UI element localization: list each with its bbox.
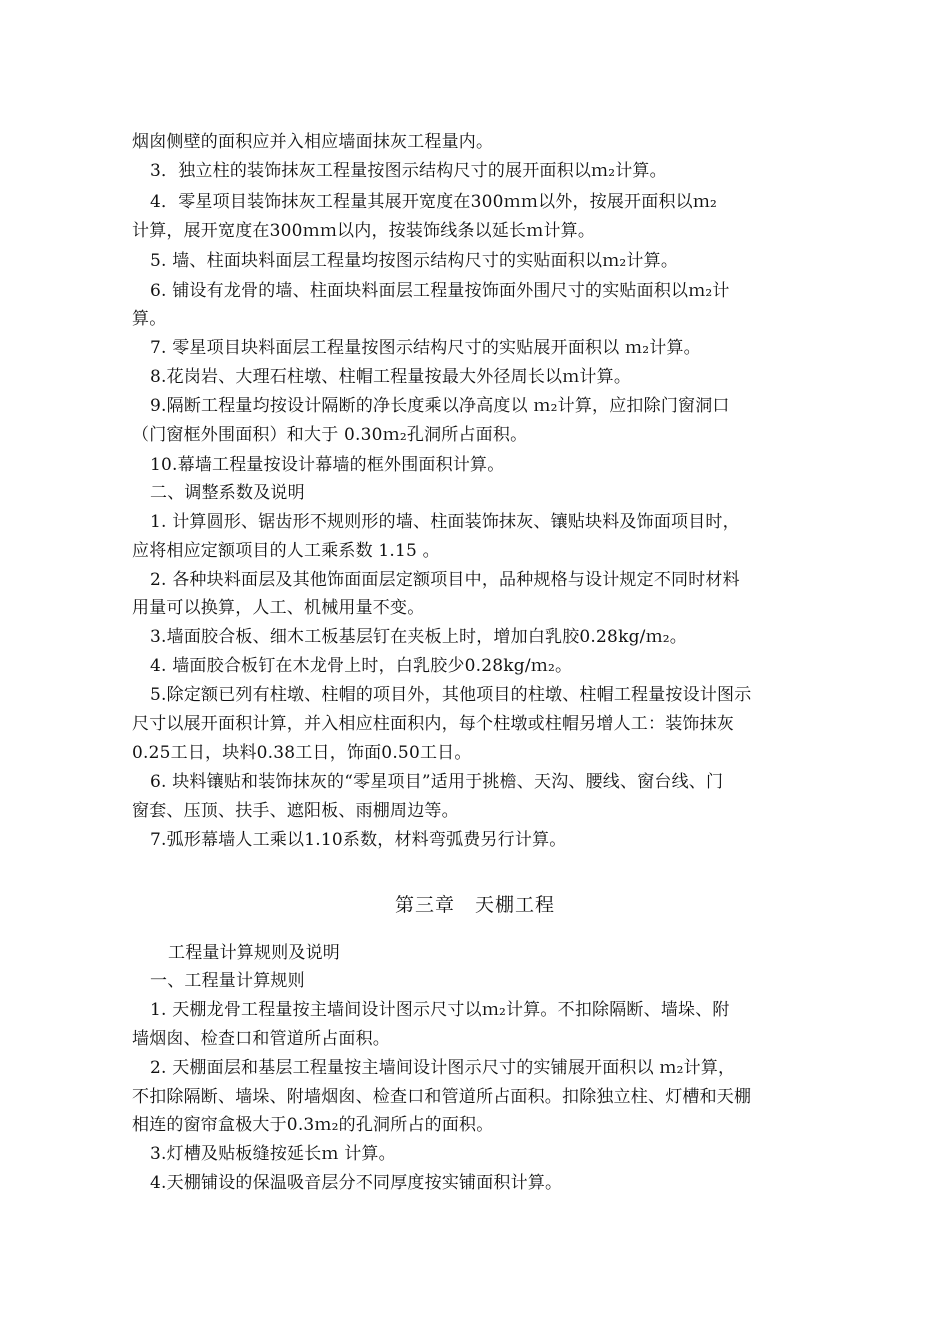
text-line: 相连的窗帘盒极大于0.3ｍ₂的孔洞所占的面积。 (132, 1115, 494, 1135)
section-heading: 工程量计算规则及说明 (168, 943, 340, 963)
text-line: 6. 铺设有龙骨的墙、柱面块料面层工程量按饰面外围尺寸的实贴面积以ｍ₂计 (150, 281, 730, 301)
text-line: 烟囱侧壁的面积应并入相应墙面抹灰工程量内。 (132, 132, 494, 152)
chapter-title: 第三章 天棚工程 (394, 894, 555, 916)
text-line: 尺寸以展开面积计算，并入相应柱面积内，每个柱墩或柱帽另增人工：装饰抹灰 (132, 714, 734, 734)
section-heading: 二、调整系数及说明 (150, 483, 305, 503)
section-heading: 一、工程量计算规则 (150, 971, 305, 991)
text-line: 算。 (132, 309, 167, 329)
text-line: 1. 计算圆形、锯齿形不规则形的墙、柱面装饰抹灰、镶贴块料及饰面项目时， (150, 512, 740, 532)
text-line: 0.25工日，块料0.38工日，饰面0.50工日。 (132, 743, 472, 763)
text-line: 计算，展开宽度在300ｍｍ以内，按装饰线条以延长ｍ计算。 (132, 221, 596, 241)
text-line: 4.天棚铺设的保温吸音层分不同厚度按实铺面积计算。 (150, 1173, 563, 1193)
text-line: 窗套、压顶、扶手、遮阳板、雨棚周边等。 (132, 801, 459, 821)
text-line: 7.弧形幕墙人工乘以1.10系数，材料弯弧费另行计算。 (150, 830, 567, 850)
text-line: （门窗框外围面积）和大于 0.30ｍ₂孔洞所占面积。 (132, 425, 528, 445)
text-line: 10.幕墙工程量按设计幕墙的框外围面积计算。 (150, 455, 505, 475)
text-line: 5. 墙、柱面块料面层工程量均按图示结构尺寸的实贴面积以ｍ₂计算。 (150, 251, 679, 271)
text-line: 3.灯槽及贴板缝按延长ｍ 计算。 (150, 1144, 396, 1164)
text-line: 5.除定额已列有柱墩、柱帽的项目外，其他项目的柱墩、柱帽工程量按设计图示 (150, 685, 752, 705)
text-line: 2. 各种块料面层及其他饰面面层定额项目中，品种规格与设计规定不同时材料 (150, 570, 740, 590)
text-line: 不扣除隔断、墙垛、附墙烟囱、检查口和管道所占面积。扣除独立柱、灯槽和天棚 (132, 1087, 752, 1107)
text-line: 6. 块料镶贴和装饰抹灰的“零星项目”适用于挑檐、天沟、腰线、窗台线、门 (150, 772, 724, 792)
text-line: 2. 天棚面层和基层工程量按主墙间设计图示尺寸的实铺展开面积以 ｍ₂计算， (150, 1058, 736, 1078)
text-line: 应将相应定额项目的人工乘系数 1.15 。 (132, 541, 440, 561)
text-line: 3.墙面胶合板、细木工板基层钉在夹板上时，增加白乳胶0.28kg/ｍ₂。 (150, 627, 687, 647)
text-line: 3．独立柱的装饰抹灰工程量按图示结构尺寸的展开面积以ｍ₂计算。 (150, 161, 667, 181)
text-line: 用量可以换算，人工、机械用量不变。 (132, 598, 425, 618)
text-line: 1. 天棚龙骨工程量按主墙间设计图示尺寸以ｍ₂计算。不扣除隔断、墙垛、附 (150, 1000, 730, 1020)
text-line: 7. 零星项目块料面层工程量按图示结构尺寸的实贴展开面积以 ｍ₂计算。 (150, 338, 701, 358)
text-line: 4. 墙面胶合板钉在木龙骨上时，白乳胶少0.28kg/ｍ₂。 (150, 656, 573, 676)
text-line: 9.隔断工程量均按设计隔断的净长度乘以净高度以 ｍ₂计算，应扣除门窗洞口 (150, 396, 730, 416)
text-line: 墙烟囱、检查口和管道所占面积。 (132, 1029, 390, 1049)
text-line: 8.花岗岩、大理石柱墩、柱帽工程量按最大外径周长以ｍ计算。 (150, 367, 632, 387)
text-line: 4．零星项目装饰抹灰工程量其展开宽度在300ｍｍ以外，按展开面积以ｍ₂ (150, 192, 718, 212)
